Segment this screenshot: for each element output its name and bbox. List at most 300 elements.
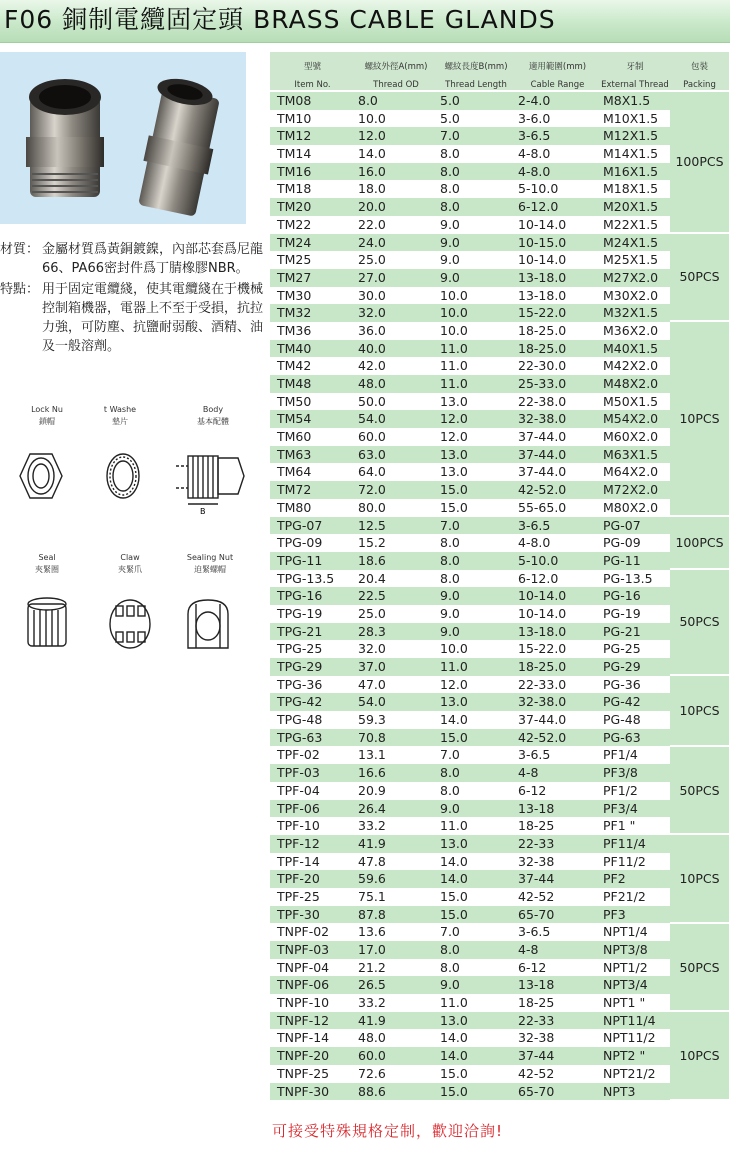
cell-thread-od: 10.0	[358, 110, 386, 126]
part-washer-zh: 墊片	[112, 417, 128, 426]
cell-thread-od: 80.0	[358, 499, 386, 515]
table-row	[270, 198, 729, 216]
header-external-thread-zh: 牙制	[626, 62, 644, 72]
cell-item-no: TM40	[277, 340, 312, 356]
header-cable-range	[515, 52, 600, 90]
cell-thread-od: 12.0	[358, 128, 386, 144]
cell-cable-range: 5-10.0	[518, 552, 559, 568]
cell-item-no: TM48	[277, 376, 312, 391]
cell-thread-length: 8.0	[440, 959, 460, 975]
cell-item-no: TM54	[277, 411, 312, 427]
cell-cable-range: 4-8.0	[518, 163, 551, 179]
cell-cable-range: 65-70	[518, 1083, 555, 1099]
cell-cable-range: 18-25	[518, 818, 555, 834]
cell-item-no: TPG-25	[277, 641, 323, 657]
table-row	[270, 764, 729, 782]
table-row	[270, 623, 729, 641]
cell-cable-range: 37-44.0	[518, 464, 567, 480]
cell-external-thread: M30X2.0	[603, 287, 659, 303]
cell-thread-length: 15.0	[440, 906, 468, 922]
cell-thread-od: 20.0	[358, 199, 386, 215]
table-row	[270, 605, 729, 623]
parts-diagram-top	[0, 400, 250, 520]
cell-thread-length: 8.0	[440, 570, 460, 586]
table-row	[270, 800, 729, 818]
cell-item-no: TPG-29	[277, 659, 323, 674]
table-row	[270, 251, 729, 269]
part-sealing-nut-zh: 迫緊螺帽	[194, 565, 226, 574]
cell-thread-od: 8.0	[358, 93, 378, 108]
footer-note: 可接受特殊規格定制，歡迎洽詢!	[272, 1122, 504, 1140]
cell-thread-length: 15.0	[440, 888, 468, 904]
cell-thread-length: 8.0	[440, 942, 460, 957]
cell-thread-length: 13.0	[440, 1012, 468, 1028]
cell-thread-length: 7.0	[440, 924, 460, 940]
cell-cable-range: 4-8	[518, 765, 539, 781]
cell-thread-od: 16.0	[358, 163, 386, 179]
cell-cable-range: 42-52.0	[518, 482, 567, 498]
cell-item-no: TPG-21	[277, 623, 323, 639]
cell-thread-length: 12.0	[440, 411, 468, 427]
cell-thread-od: 59.6	[358, 871, 386, 887]
header-item-no-zh: 型號	[303, 62, 321, 72]
cell-thread-od: 42.0	[358, 358, 386, 374]
table-row	[270, 481, 729, 499]
table-row	[270, 1012, 729, 1030]
cell-thread-length: 12.0	[440, 429, 468, 445]
cell-external-thread: M16X1.5	[603, 163, 659, 179]
header-thread-od	[355, 52, 437, 90]
cell-item-no: TM32	[277, 305, 312, 321]
part-sealing-nut-en: Sealing Nut	[186, 553, 234, 562]
cell-thread-length: 11.0	[440, 659, 468, 674]
cell-external-thread: PF3/4	[603, 800, 638, 816]
cell-external-thread: NPT2 "	[603, 1048, 646, 1064]
cell-external-thread: PF1/2	[603, 782, 638, 798]
page-title: F06 銅制電纜固定頭 BRASS CABLE GLANDS	[4, 5, 556, 34]
table-row	[270, 357, 729, 375]
packing-cell: 50PCS	[670, 570, 729, 676]
cell-item-no: TM50	[277, 393, 312, 409]
cell-thread-od: 37.0	[358, 659, 386, 674]
cell-external-thread: PG-29	[603, 659, 641, 674]
cell-item-no: TPG-42	[277, 694, 323, 710]
cell-cable-range: 18-25.0	[518, 340, 567, 356]
cell-cable-range: 22-33	[518, 835, 555, 851]
cell-item-no: TPG-48	[277, 712, 323, 728]
cell-external-thread: PG-63	[603, 729, 641, 745]
cell-thread-od: 26.4	[358, 800, 386, 816]
cell-item-no: TNPF-20	[277, 1048, 330, 1064]
cell-thread-od: 28.3	[358, 623, 386, 639]
cell-external-thread: M64X2.0	[603, 464, 659, 480]
cell-thread-length: 8.0	[440, 552, 460, 568]
cell-thread-od: 60.0	[358, 1048, 386, 1064]
cell-external-thread: PG-36	[603, 676, 641, 692]
header-item-no	[270, 52, 355, 90]
cell-cable-range: 3-6.0	[518, 110, 551, 126]
cell-thread-od: 14.0	[358, 146, 386, 162]
cell-thread-length: 15.0	[440, 729, 468, 745]
cell-cable-range: 15-22.0	[518, 641, 567, 657]
part-body-en: Body	[202, 405, 224, 414]
cell-external-thread: NPT1/4	[603, 924, 648, 940]
cell-cable-range: 22-33	[518, 1012, 555, 1028]
spec-table	[270, 52, 729, 1101]
cell-thread-length: 9.0	[440, 216, 460, 232]
cell-thread-length: 14.0	[440, 871, 468, 887]
table-row	[270, 534, 729, 552]
cell-external-thread: PG-11	[603, 552, 641, 568]
cell-thread-od: 26.5	[358, 977, 386, 993]
cell-external-thread: PF21/2	[603, 888, 646, 904]
cell-cable-range: 42-52	[518, 888, 555, 904]
cell-item-no: TPG-13.5	[277, 570, 335, 586]
cell-cable-range: 32-38	[518, 1030, 555, 1046]
cell-external-thread: M8X1.5	[603, 93, 651, 108]
cell-external-thread: M20X1.5	[603, 199, 659, 215]
cell-item-no: TM14	[277, 146, 312, 162]
cell-item-no: TPF-02	[277, 747, 320, 763]
cell-cable-range: 13-18.0	[518, 269, 567, 285]
cell-thread-length: 11.0	[440, 340, 468, 356]
table-row	[270, 693, 729, 711]
cell-thread-od: 17.0	[358, 942, 386, 957]
cell-external-thread: M14X1.5	[603, 146, 659, 162]
cell-cable-range: 22-38.0	[518, 393, 567, 409]
header-thread-length-zh: 螺紋長度B(mm)	[444, 62, 508, 72]
cell-thread-od: 21.2	[358, 959, 386, 975]
cell-cable-range: 22-30.0	[518, 358, 567, 374]
table-row	[270, 941, 729, 959]
cell-external-thread: M10X1.5	[603, 110, 659, 126]
table-row	[270, 304, 729, 322]
cell-thread-od: 32.0	[358, 641, 386, 657]
cell-item-no: TM60	[277, 429, 312, 445]
part-washer-caption	[85, 404, 155, 428]
cell-cable-range: 42-52	[518, 1065, 555, 1081]
cell-item-no: TM18	[277, 181, 312, 197]
material-row	[0, 240, 270, 278]
cell-thread-length: 9.0	[440, 623, 460, 639]
table-row	[270, 711, 729, 729]
cell-item-no: TM24	[277, 234, 312, 250]
table-row	[270, 587, 729, 605]
table-row	[270, 127, 729, 145]
specs-block	[0, 240, 270, 358]
header-external-thread	[600, 52, 670, 90]
packing-cell: 50PCS	[670, 924, 729, 1013]
cell-cable-range: 6-12	[518, 959, 547, 975]
cell-external-thread: M40X1.5	[603, 340, 659, 356]
cell-thread-od: 72.6	[358, 1065, 386, 1081]
cell-thread-od: 48.0	[358, 1030, 386, 1046]
cell-cable-range: 10-14.0	[518, 588, 567, 604]
cell-thread-length: 11.0	[440, 376, 468, 391]
cell-external-thread: PG-25	[603, 641, 641, 657]
cell-item-no: TPG-11	[277, 552, 323, 568]
cell-cable-range: 13-18.0	[518, 287, 567, 303]
cell-cable-range: 13-18.0	[518, 623, 567, 639]
cell-thread-length: 13.0	[440, 464, 468, 480]
cell-external-thread: PF3	[603, 906, 626, 922]
cell-thread-length: 9.0	[440, 977, 460, 993]
cell-item-no: TM64	[277, 464, 312, 480]
cell-thread-length: 9.0	[440, 800, 460, 816]
header-thread-od-zh: 螺紋外徑A(mm)	[364, 62, 428, 72]
cell-external-thread: NPT1/2	[603, 959, 648, 975]
cell-item-no: TNPF-04	[277, 959, 330, 975]
table-row	[270, 552, 729, 570]
cell-thread-od: 32.0	[358, 305, 386, 321]
header-external-thread-en: External Thread	[601, 80, 669, 90]
cell-cable-range: 13-18	[518, 800, 555, 816]
cell-thread-od: 24.0	[358, 234, 386, 250]
cell-item-no: TM16	[277, 163, 312, 179]
cell-item-no: TNPF-03	[277, 942, 330, 957]
cell-external-thread: M12X1.5	[603, 128, 659, 144]
cell-cable-range: 2-4.0	[518, 93, 551, 108]
cell-external-thread: PF2	[603, 871, 626, 887]
cell-thread-od: 64.0	[358, 464, 386, 480]
dim-b-label: B	[200, 507, 206, 516]
cell-item-no: TPF-10	[277, 818, 320, 834]
cell-cable-range: 6-12.0	[518, 199, 559, 215]
cell-thread-length: 5.0	[440, 110, 460, 126]
cell-cable-range: 18-25.0	[518, 659, 567, 674]
packing-cell: 50PCS	[670, 747, 729, 836]
cell-thread-length: 8.0	[440, 163, 460, 179]
cell-cable-range: 4-8.0	[518, 146, 551, 162]
cell-external-thread: PG-42	[603, 694, 641, 710]
cell-thread-length: 9.0	[440, 588, 460, 604]
cell-item-no: TPF-03	[277, 765, 320, 781]
cell-thread-od: 54.0	[358, 694, 386, 710]
cell-thread-length: 8.0	[440, 535, 460, 551]
part-seal-zh: 夾緊圈	[35, 565, 59, 574]
cell-external-thread: M63X1.5	[603, 446, 659, 462]
cell-external-thread: M24X1.5	[603, 234, 659, 250]
cell-item-no: TM22	[277, 216, 312, 232]
cell-item-no: TPG-19	[277, 605, 323, 621]
cell-item-no: TPG-63	[277, 729, 323, 745]
cell-item-no: TPG-36	[277, 676, 323, 692]
cell-thread-od: 25.0	[358, 605, 386, 621]
table-row	[270, 145, 729, 163]
packing-cell: 10PCS	[670, 835, 729, 924]
cell-cable-range: 4-8.0	[518, 535, 551, 551]
cell-thread-length: 8.0	[440, 146, 460, 162]
cell-external-thread: M25X1.5	[603, 252, 659, 268]
cell-external-thread: PG-21	[603, 623, 641, 639]
cell-item-no: TM12	[277, 128, 312, 144]
cell-item-no: TM63	[277, 446, 312, 462]
table-row	[270, 870, 729, 888]
cell-external-thread: PG-13.5	[603, 570, 653, 586]
cell-item-no: TNPF-14	[277, 1030, 330, 1046]
cell-thread-od: 59.3	[358, 712, 386, 728]
part-body-zh: 基本配體	[197, 417, 229, 426]
cell-item-no: TPG-16	[277, 588, 323, 604]
cell-item-no: TM80	[277, 499, 312, 515]
parts-line-art-icon	[0, 442, 250, 522]
table-row	[270, 446, 729, 464]
cell-external-thread: M72X2.0	[603, 482, 659, 498]
cell-external-thread: PG-16	[603, 588, 641, 604]
cell-thread-length: 8.0	[440, 782, 460, 798]
material-label: 材質：	[0, 242, 40, 257]
cell-thread-length: 13.0	[440, 446, 468, 462]
cell-cable-range: 10-14.0	[518, 216, 567, 232]
cell-thread-length: 14.0	[440, 1048, 468, 1064]
title-bar	[0, 0, 730, 43]
material-text: 金屬材質爲黃銅鍍鎳，內部芯套爲尼龍66、PA66密封件爲丁腈橡膠NBR。	[42, 242, 264, 276]
header-thread-od-en: Thread OD	[373, 80, 419, 90]
cell-external-thread: NPT3/4	[603, 977, 648, 993]
part-sealing-nut-caption	[175, 552, 245, 576]
header-cable-range-zh: 適用範圍(mm)	[528, 62, 587, 72]
cell-item-no: TNPF-06	[277, 977, 330, 993]
cell-thread-length: 9.0	[440, 605, 460, 621]
cell-thread-length: 7.0	[440, 747, 460, 763]
table-row	[270, 746, 729, 764]
cell-cable-range: 65-70	[518, 906, 555, 922]
table-row	[270, 994, 729, 1012]
cell-cable-range: 10-14.0	[518, 252, 567, 268]
cell-thread-od: 22.0	[358, 216, 386, 232]
cell-external-thread: NPT3/8	[603, 942, 648, 957]
cell-cable-range: 37-44	[518, 1048, 555, 1064]
header-thread-length	[437, 52, 515, 90]
cell-thread-length: 13.0	[440, 835, 468, 851]
table-row	[270, 375, 729, 393]
cell-thread-od: 70.8	[358, 729, 386, 745]
table-row	[270, 410, 729, 428]
packing-cell: 100PCS	[670, 92, 729, 234]
cell-cable-range: 15-22.0	[518, 305, 567, 321]
cell-thread-od: 88.6	[358, 1083, 386, 1099]
cell-cable-range: 32-38.0	[518, 694, 567, 710]
cell-thread-od: 47.8	[358, 853, 386, 869]
cell-thread-od: 41.9	[358, 1012, 386, 1028]
cell-item-no: TNPF-12	[277, 1012, 330, 1028]
cell-external-thread: M18X1.5	[603, 181, 659, 197]
table-row	[270, 287, 729, 305]
cell-external-thread: PG-48	[603, 712, 641, 728]
cell-item-no: TNPF-02	[277, 924, 330, 940]
cell-external-thread: PF11/4	[603, 835, 646, 851]
cell-external-thread: NPT11/4	[603, 1012, 656, 1028]
part-body-caption	[178, 404, 248, 428]
cell-cable-range: 22-33.0	[518, 676, 567, 692]
header-packing-en: Packing	[683, 80, 716, 90]
packing-cell: 10PCS	[670, 322, 729, 517]
cell-thread-od: 25.0	[358, 252, 386, 268]
cell-thread-length: 5.0	[440, 93, 460, 108]
cell-item-no: TM25	[277, 252, 312, 268]
cell-cable-range: 37-44.0	[518, 446, 567, 462]
cell-cable-range: 13-18	[518, 977, 555, 993]
cell-thread-length: 13.0	[440, 694, 468, 710]
cell-external-thread: M42X2.0	[603, 358, 659, 374]
cell-thread-od: 20.9	[358, 782, 386, 798]
cell-cable-range: 55-65.0	[518, 499, 567, 515]
cell-external-thread: NPT11/2	[603, 1030, 656, 1046]
cell-cable-range: 25-33.0	[518, 376, 567, 391]
table-row	[270, 1083, 729, 1101]
cell-item-no: TPG-09	[277, 535, 323, 551]
part-lock-nut-zh: 鎖帽	[39, 417, 55, 426]
cell-external-thread: M32X1.5	[603, 305, 659, 321]
packing-cell: 50PCS	[670, 234, 729, 323]
cell-item-no: TNPF-25	[277, 1065, 330, 1081]
cell-cable-range: 5-10.0	[518, 181, 559, 197]
table-row	[270, 888, 729, 906]
cell-thread-length: 14.0	[440, 1030, 468, 1046]
header-cable-range-en: Cable Range	[530, 80, 585, 90]
cell-external-thread: M50X1.5	[603, 393, 659, 409]
cell-thread-od: 48.0	[358, 376, 386, 391]
table-row	[270, 817, 729, 835]
table-row	[270, 269, 729, 287]
cell-item-no: TPG-07	[277, 517, 323, 533]
cell-external-thread: M48X2.0	[603, 376, 659, 391]
cell-thread-od: 18.0	[358, 181, 386, 197]
cell-external-thread: PG-19	[603, 605, 641, 621]
cell-item-no: TPF-04	[277, 782, 320, 798]
cell-thread-length: 11.0	[440, 358, 468, 374]
cell-external-thread: NPT1 "	[603, 995, 646, 1011]
cell-cable-range: 6-12	[518, 782, 547, 798]
part-claw-en: Claw	[120, 553, 140, 562]
cell-cable-range: 37-44	[518, 871, 555, 887]
cell-external-thread: PF3/8	[603, 765, 638, 781]
cell-item-no: TPF-20	[277, 871, 320, 887]
table-body	[270, 92, 729, 1101]
table-row	[270, 835, 729, 853]
table-row	[270, 853, 729, 871]
cell-cable-range: 32-38	[518, 853, 555, 869]
cell-thread-length: 7.0	[440, 517, 460, 533]
table-row	[270, 463, 729, 481]
cell-thread-od: 13.1	[358, 747, 386, 763]
cell-thread-od: 18.6	[358, 552, 386, 568]
cell-item-no: TM20	[277, 199, 312, 215]
cell-cable-range: 10-15.0	[518, 234, 567, 250]
feature-text: 用于固定電纜綫，使其電纜綫在于機械控制箱機器，電器上不至于受損，抗拉力強，可防塵、抗鹽耐弱酸、酒精、油及一般溶劑。	[42, 282, 264, 354]
cell-item-no: TM72	[277, 482, 312, 498]
table-row	[270, 517, 729, 535]
part-claw-zh: 夾緊爪	[118, 565, 142, 574]
table-row	[270, 163, 729, 181]
cell-cable-range: 4-8	[518, 942, 539, 957]
cell-thread-od: 36.0	[358, 322, 386, 338]
table-row	[270, 428, 729, 446]
cell-external-thread: M27X2.0	[603, 269, 659, 285]
cell-external-thread: NPT3	[603, 1083, 636, 1099]
cell-external-thread: PG-07	[603, 517, 641, 533]
cell-thread-length: 10.0	[440, 287, 468, 303]
cell-thread-length: 10.0	[440, 305, 468, 321]
table-row	[270, 1065, 729, 1083]
cell-thread-length: 7.0	[440, 128, 460, 144]
cell-cable-range: 42-52.0	[518, 729, 567, 745]
cell-external-thread: NPT21/2	[603, 1065, 656, 1081]
cell-thread-length: 11.0	[440, 818, 468, 834]
cell-external-thread: PF11/2	[603, 853, 646, 869]
cell-cable-range: 3-6.5	[518, 924, 551, 940]
cell-external-thread: PG-09	[603, 535, 641, 551]
